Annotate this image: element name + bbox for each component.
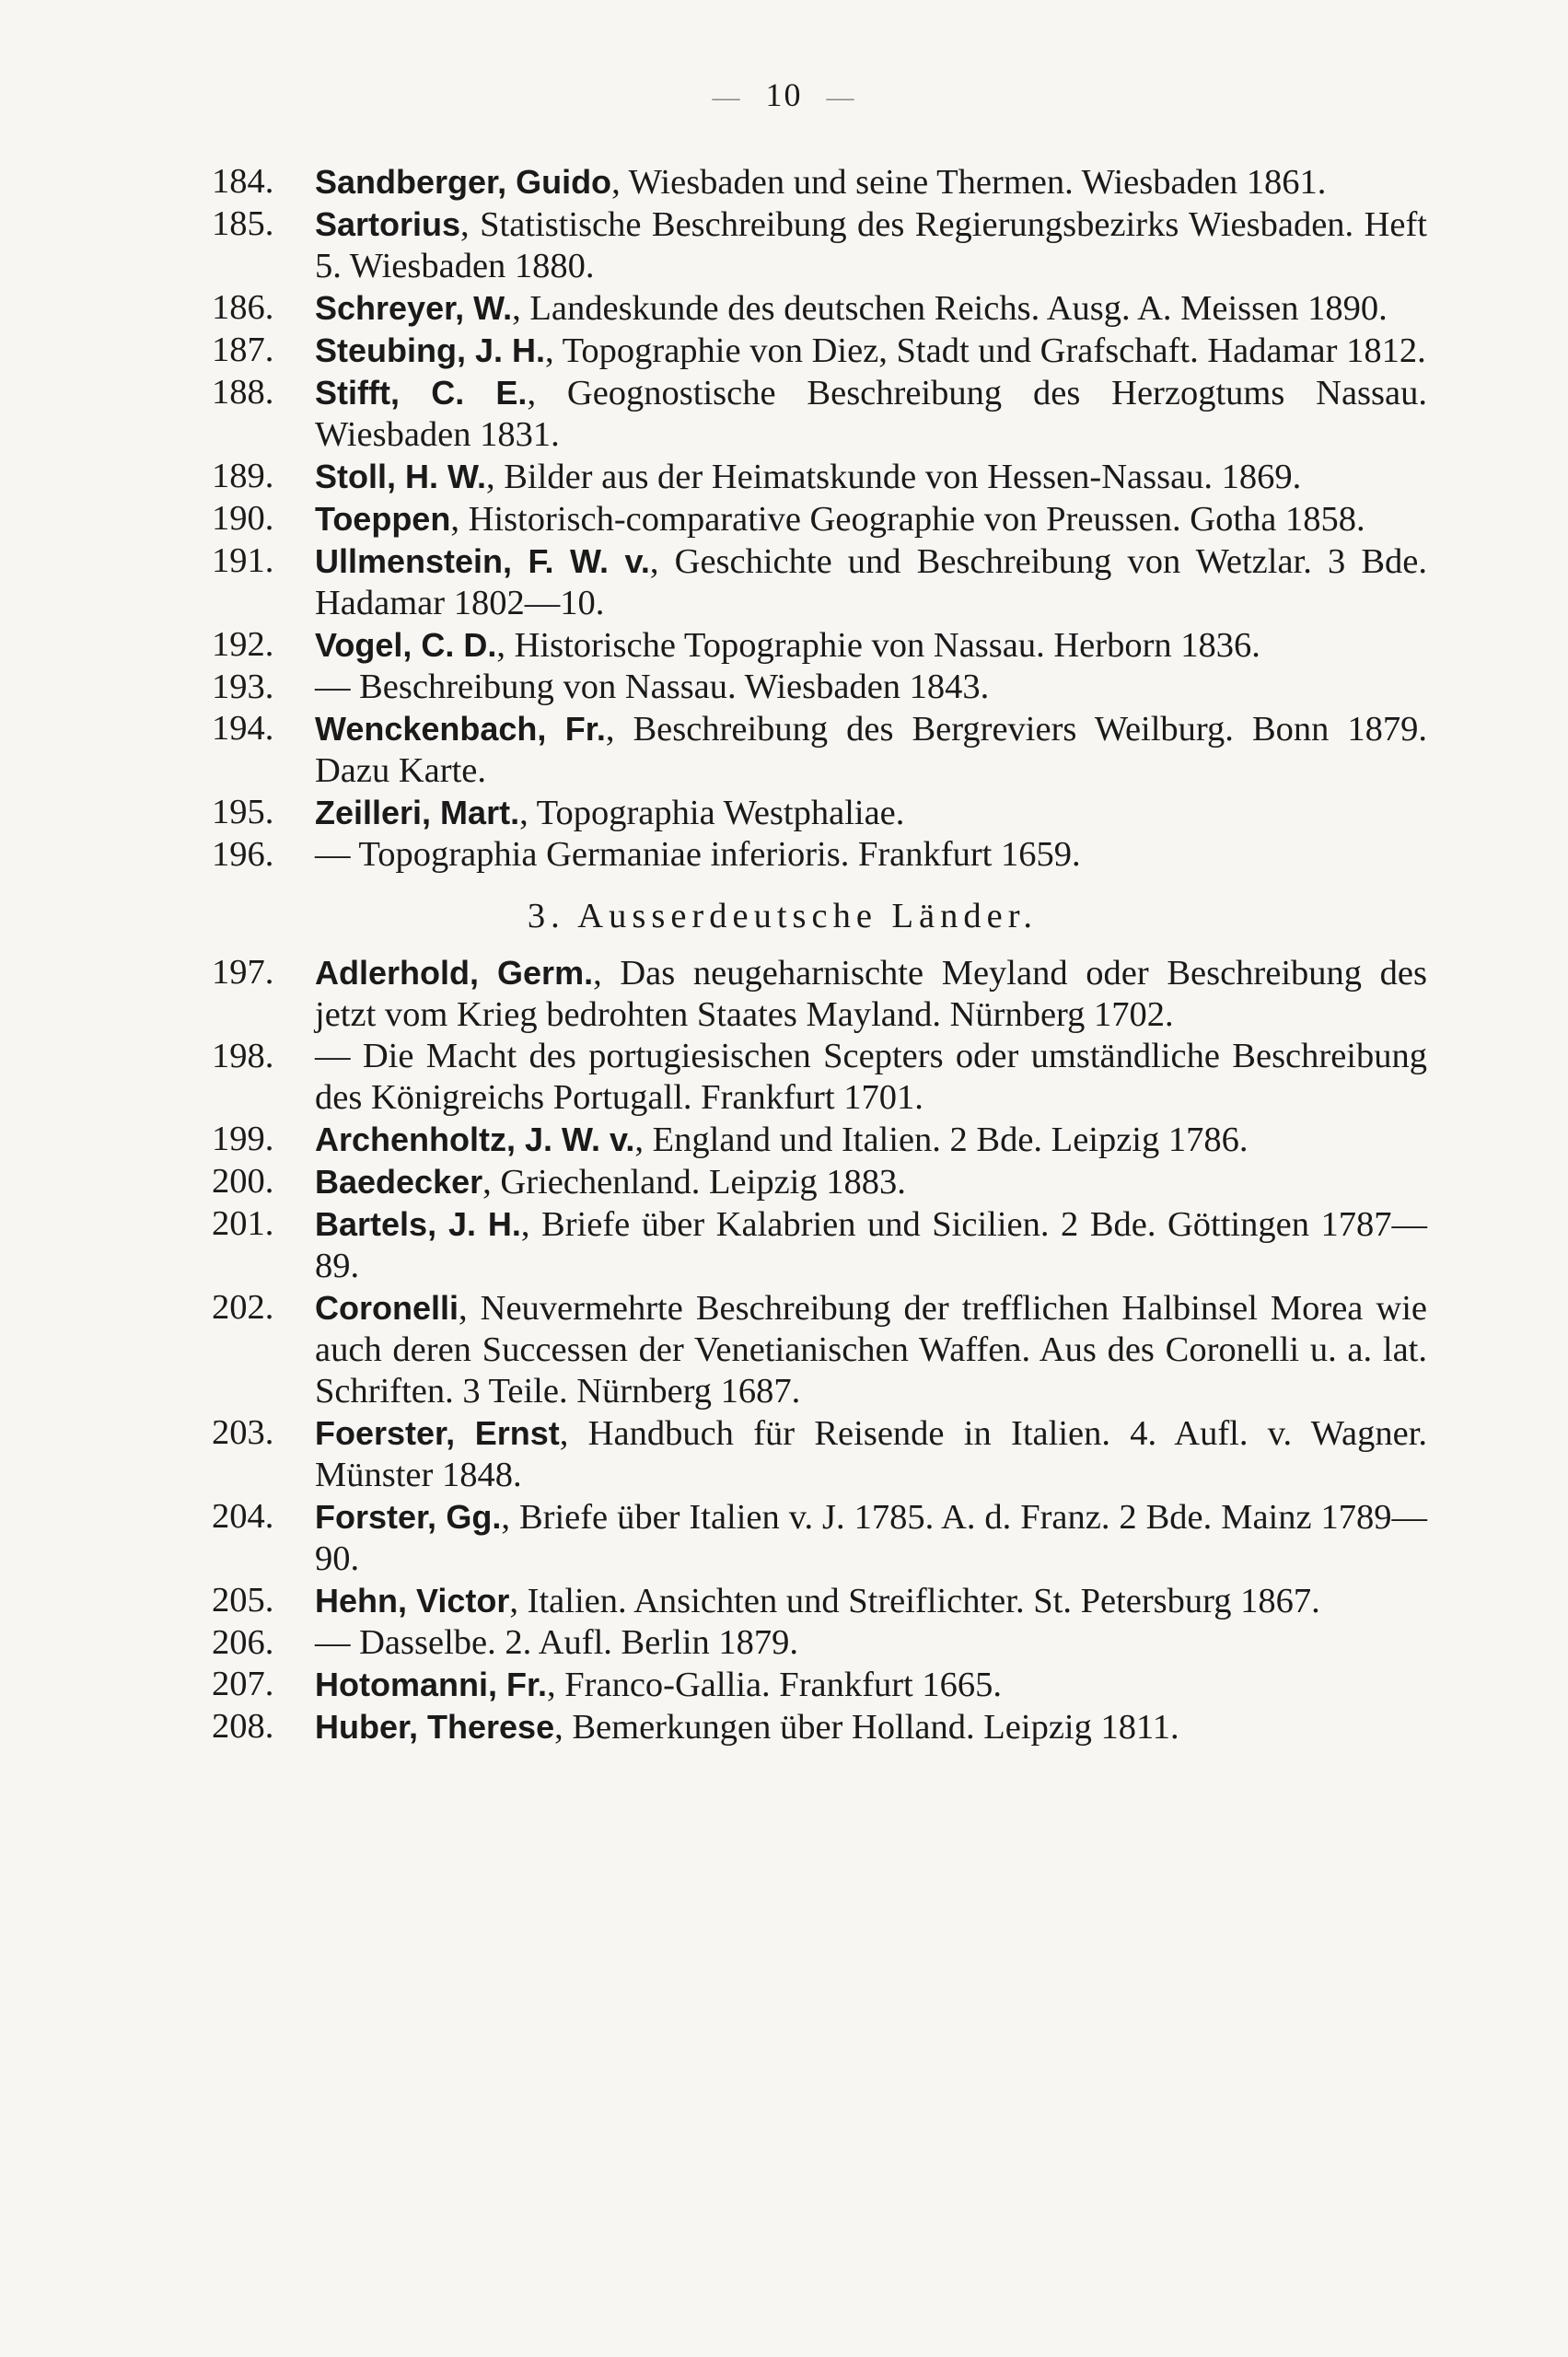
entry-body: [315, 1287, 1427, 1412]
entry-author: Adlerhold, Germ.: [315, 954, 594, 992]
entry-text: , Bilder aus der Heimatskunde von Hessen-Nassau. 1869.: [486, 458, 1302, 496]
entry-author: Hotomanni, Fr.: [315, 1666, 547, 1703]
bibliography-entry: [212, 708, 1427, 792]
entry-author: Hehn, Victor: [315, 1582, 510, 1620]
entry-number: 199.: [212, 1120, 274, 1158]
entry-author: Coronelli: [315, 1289, 459, 1327]
entry-text: , Handbuch für Reisende in Italien. 4. Aufl. v. Wagner. Münster 1848.: [315, 1414, 1428, 1494]
entry-body: [315, 1119, 1427, 1161]
entry-number: 184.: [212, 162, 274, 201]
page-number-dash-left: —: [712, 82, 742, 112]
bibliography-entry: [212, 1119, 1427, 1161]
entry-number: 190.: [212, 499, 274, 538]
entry-author: Vogel, C. D.: [315, 626, 497, 664]
entry-text: , Bemerkungen über Holland. Leipzig 1811.: [554, 1708, 1179, 1747]
entry-author: Sartorius: [315, 205, 461, 243]
bibliography-entry: [212, 624, 1427, 667]
entry-body: [315, 708, 1427, 792]
entry-number: 194.: [212, 709, 274, 748]
entry-body: [315, 1036, 1427, 1119]
bibliography-entry: [212, 1622, 1427, 1664]
entry-number: 191.: [212, 541, 274, 580]
entry-author: Sandberger, Guido: [315, 163, 612, 201]
page-number-header: [0, 75, 1568, 114]
entry-body: [315, 456, 1427, 498]
bibliography-entry: [212, 456, 1427, 498]
entry-body: [315, 1161, 1427, 1203]
entry-body: [315, 1580, 1427, 1622]
entry-number: 189.: [212, 457, 274, 495]
entry-number: 208.: [212, 1707, 274, 1746]
entry-text: , Topographia Westphaliae.: [519, 794, 905, 832]
entry-number: 207.: [212, 1665, 274, 1703]
bibliography-entry: [212, 1161, 1427, 1203]
entry-text: , Briefe über Kalabrien und Sicilien. 2 Bde. Göttingen 1787—89.: [315, 1205, 1427, 1285]
entry-text: , Historisch-comparative Geographie von Preussen. Gotha 1858.: [450, 500, 1365, 539]
entry-body: [315, 952, 1427, 1036]
entry-body: [315, 372, 1427, 456]
entry-author: Bartels, J. H.: [315, 1205, 521, 1243]
entry-number: 197.: [212, 953, 274, 992]
entry-number: 202.: [212, 1288, 274, 1327]
bibliography-entry: [212, 1706, 1427, 1748]
entry-body: [315, 287, 1427, 330]
entry-number: 186.: [212, 288, 274, 327]
entry-text: , Landeskunde des deutschen Reichs. Ausg. A. Meissen 1890.: [512, 289, 1388, 328]
bibliography-entry: [212, 1412, 1427, 1496]
entry-body: [315, 498, 1427, 540]
entry-text: , Geognostische Beschreibung des Herzogtums Nassau. Wiesbaden 1831.: [315, 374, 1427, 454]
entry-body: [315, 330, 1427, 372]
entry-author: Stoll, H. W.: [315, 458, 486, 495]
entry-body: [315, 1412, 1427, 1496]
entry-author: Zeilleri, Mart.: [315, 794, 520, 831]
entry-text: , Beschreibung des Bergreviers Weilburg. Bonn 1879. Dazu Karte.: [315, 710, 1428, 790]
entry-text: — Topographia Germaniae inferioris. Frankfurt 1659.: [315, 835, 1081, 874]
entry-text: , Franco-Gallia. Frankfurt 1665.: [547, 1666, 1002, 1704]
bibliography-entry: [212, 667, 1427, 708]
entry-text: , Historische Topographie von Nassau. Herborn 1836.: [496, 626, 1260, 665]
entry-text: — Dasselbe. 2. Aufl. Berlin 1879.: [315, 1623, 799, 1662]
entry-text: — Beschreibung von Nassau. Wiesbaden 1843.: [315, 668, 990, 706]
entry-number: 187.: [212, 331, 274, 369]
bibliography-entry: [212, 498, 1427, 540]
bibliography-entry: [212, 161, 1427, 203]
entry-text: , Neuvermehrte Beschreibung der trefflichen Halbinsel Morea wie auch deren Successen der Venetianischen Waffen. Aus des Coronelli u. a. lat. Schriften. 3 Teile. Nürnberg 1687.: [315, 1289, 1427, 1411]
entry-text: , Geschichte und Beschreibung von Wetzlar. 3 Bde. Hadamar 1802—10.: [315, 542, 1428, 622]
bibliography-list-part-1: [212, 161, 1427, 876]
entry-number: 200.: [212, 1162, 274, 1201]
entry-author: Ullmenstein, F. W. v.: [315, 542, 650, 580]
entry-number: 192.: [212, 625, 274, 664]
page-number-dash-right: —: [826, 82, 856, 112]
entry-number: 203.: [212, 1413, 274, 1452]
bibliography-entry: [212, 287, 1427, 330]
entry-author: Archenholtz, J. W. v.: [315, 1120, 635, 1158]
entry-text: , Italien. Ansichten und Streiflichter. St. Petersburg 1867.: [509, 1582, 1320, 1620]
entry-text: , Briefe über Italien v. J. 1785. A. d. Franz. 2 Bde. Mainz 1789—90.: [315, 1498, 1428, 1578]
bibliography-entry: [212, 834, 1427, 876]
bibliography-list-part-2: [212, 952, 1427, 1748]
entry-number: 188.: [212, 373, 274, 412]
bibliography-entry: [212, 1496, 1427, 1580]
entry-number: 206.: [212, 1623, 274, 1662]
entry-author: Forster, Gg.: [315, 1498, 502, 1536]
bibliography-entry: [212, 952, 1427, 1036]
entry-text: , England und Italien. 2 Bde. Leipzig 1786.: [634, 1120, 1249, 1159]
entry-author: Baedecker: [315, 1163, 483, 1201]
entry-number: 193.: [212, 668, 274, 706]
entry-text: — Die Macht des portugiesischen Scepters oder umständliche Beschreibung des Königreichs Portugall. Frankfurt 1701.: [315, 1037, 1427, 1117]
entry-author: Toeppen: [315, 500, 451, 538]
bibliography-list: [212, 161, 1427, 1748]
entry-body: [315, 1203, 1427, 1287]
bibliography-entry: [212, 1580, 1427, 1622]
entry-body: [315, 792, 1427, 834]
bibliography-entry: [212, 1287, 1427, 1412]
entry-body: [315, 834, 1427, 876]
entry-text: , Das neugeharnischte Meyland oder Beschreibung des jetzt vom Krieg bedrohten Staates Mayland. Nürnberg 1702.: [315, 954, 1428, 1034]
bibliography-entry: [212, 372, 1427, 456]
bibliography-entry: [212, 792, 1427, 834]
entry-body: [315, 667, 1427, 708]
entry-body: [315, 161, 1427, 203]
entry-text: , Wiesbaden und seine Thermen. Wiesbaden 1861.: [611, 163, 1327, 202]
entry-author: Steubing, J. H.: [315, 331, 546, 369]
section-heading: 3. Ausserdeutsche Länder.: [527, 897, 1039, 935]
entry-number: 185.: [212, 204, 274, 243]
entry-author: Wenckenbach, Fr.: [315, 710, 606, 748]
bibliography-entry: [212, 1664, 1427, 1706]
entry-number: 196.: [212, 835, 274, 874]
entry-number: 204.: [212, 1497, 274, 1536]
entry-author: Schreyer, W.: [315, 289, 513, 327]
entry-number: 205.: [212, 1581, 274, 1620]
entry-number: 198.: [212, 1037, 274, 1075]
entry-body: [315, 1664, 1427, 1706]
entry-number: 201.: [212, 1204, 274, 1243]
entry-body: [315, 1496, 1427, 1580]
page-number: 10: [765, 76, 803, 113]
entry-text: , Statistische Beschreibung des Regierungsbezirks Wiesbaden. Heft 5. Wiesbaden 1880.: [315, 205, 1427, 285]
bibliography-entry: [212, 1036, 1427, 1119]
entry-body: [315, 203, 1427, 287]
entry-body: [315, 1706, 1427, 1748]
entry-text: , Topographie von Diez, Stadt und Grafschaft. Hadamar 1812.: [545, 331, 1426, 370]
bibliography-entry: [212, 203, 1427, 287]
bibliography-entry: [212, 330, 1427, 372]
entry-text: , Griechenland. Leipzig 1883.: [482, 1163, 906, 1202]
bibliography-entry: [212, 540, 1427, 624]
entry-author: Foerster, Ernst: [315, 1414, 560, 1452]
entry-body: [315, 624, 1427, 667]
entry-number: 195.: [212, 793, 274, 831]
entry-author: Huber, Therese: [315, 1708, 555, 1746]
bibliography-entry: [212, 1203, 1427, 1287]
entry-author: Stifft, C. E.: [315, 374, 528, 412]
entry-body: [315, 1622, 1427, 1664]
entry-body: [315, 540, 1427, 624]
